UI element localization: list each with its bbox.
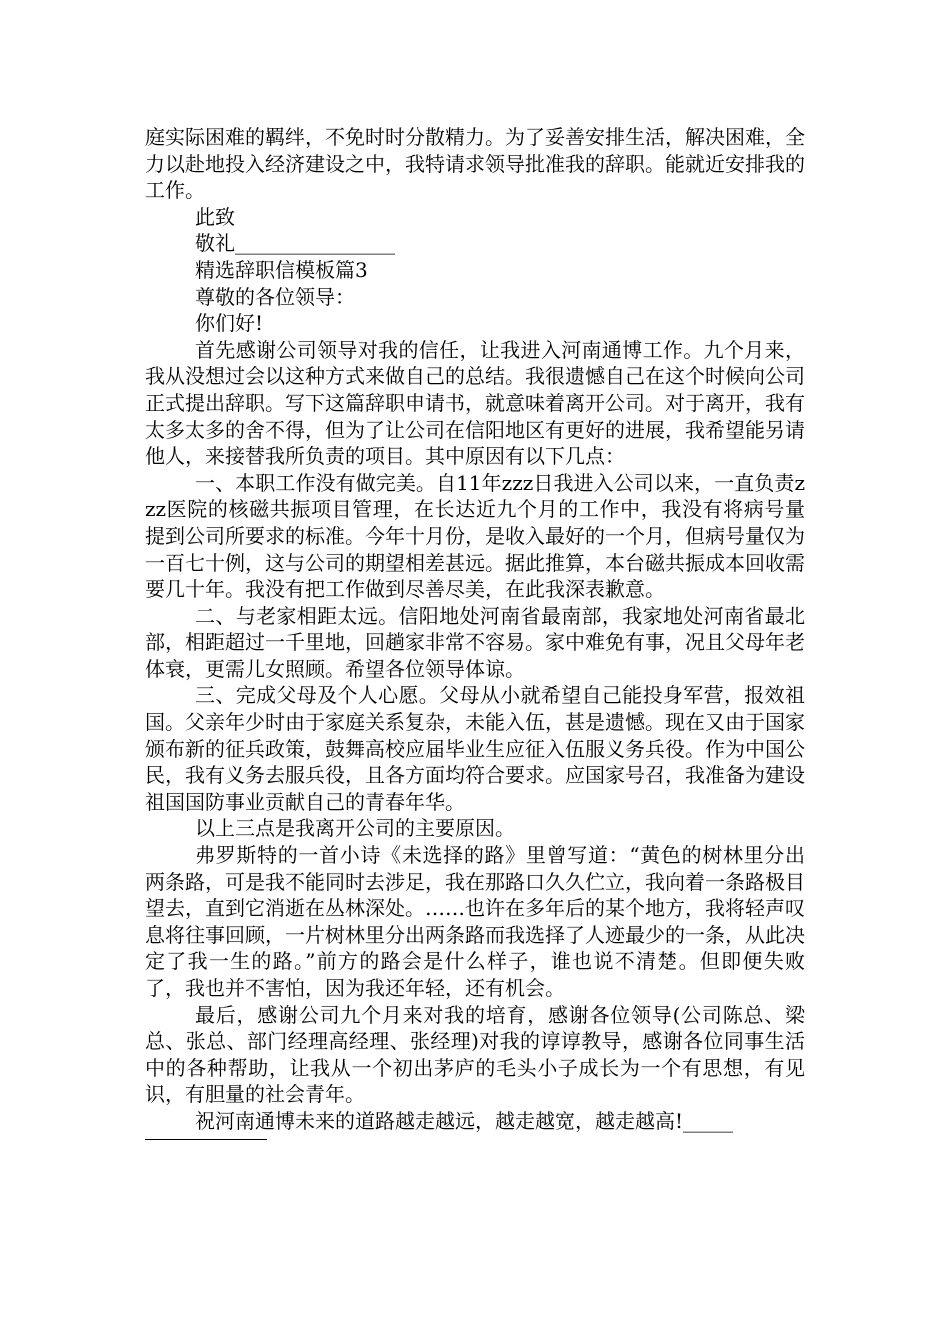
document-page xyxy=(145,124,805,1140)
closing-salutation: 此致 xyxy=(195,204,235,229)
paragraph-reason-1: 一、本职工作没有做完美。自11年zzz日我进入公司以来，一直负责zzz医院的核磁共振项目管理，在长达近九个月的工作中，我没有将病号量提到公司所要求的标准。今年十月份，是收入最好的一个月，但病号量仅为一百七十例，这与公司的期望相差甚远。据此推算，本台磁共振成本回收需要几十年。我没有把工作做到尽善尽美，在此我深表歉意。 xyxy=(145,470,805,602)
paragraph-summary: 以上三点是我离开公司的主要原因。 xyxy=(195,816,515,841)
closing-regards: 敬礼________________ xyxy=(195,231,395,256)
paragraph-thanks: 最后，感谢公司九个月来对我的培育，感谢各位领导(公司陈总、梁总、张总、部门经理高经理、张经理)对我的谆谆教导，感谢各位同事生活中的各种帮助，让我从一个初出茅庐的毛头小子成长为一个有思想，有见识，有胆量的社会青年。 xyxy=(145,1002,805,1107)
paragraph-intro: 首先感谢公司领导对我的信任，让我进入河南通博工作。九个月来，我从没想过会以这种方式来做自己的总结。我很遗憾自己在这个时候向公司正式提出辞职。写下这篇辞职申请书，就意味着离开公司。对于离开，我有太多太多的舍不得，但为了让公司在信阳地区有更好的进展，我希望能另请他人，来接替我所负责的项目。其中原因有以下几点： xyxy=(145,337,805,469)
paragraph-reason-3: 三、完成父母及个人心愿。父母从小就希望自己能投身军营，报效祖国。父亲年少时由于家庭关系复杂，未能入伍，甚是遗憾。现在又由于国家颁布新的征兵政策，鼓舞高校应届毕业生应征入伍服义务兵役。作为中国公民，我有义务去服兵役，且各方面均符合要求。应国家号召，我准备为建设祖国国防事业贡献自己的青春年华。 xyxy=(145,683,805,814)
paragraph-reason-2: 二、与老家相距太远。信阳地处河南省最南部，我家地处河南省最北部，相距超过一千里地，回趟家非常不容易。家中难免有事，况且父母年老体衰，更需儿女照顾。希望各位领导体谅。 xyxy=(145,603,805,681)
letter-greeting: 尊敬的各位领导： xyxy=(195,284,355,309)
paragraph-wishes: 祝河南通博未来的道路越走越远，越走越宽，越走越高!_____ xyxy=(195,1108,734,1133)
paragraph-continuation: 庭实际困难的羁绊，不免时时分散精力。为了妥善安排生活，解决困难，全力以赴地投入经济建设之中，我特请求领导批准我的辞职。能就近安排我的工作。 xyxy=(145,125,805,203)
section-heading: 精选辞职信模板篇3 xyxy=(195,257,368,282)
paragraph-poem: 弗罗斯特的一首小诗《未选择的路》里曾写道：“黄色的树林里分出两条路，可是我不能同时去涉足，我在那路口久久伫立，我向着一条路极目望去，直到它消逝在丛林深处。……也许在多年后的某个地方，我将轻声叹息将往事回顾，一片树林里分出两条路而我选择了人迹最少的一条，从此决定了我一生的路。”前方的路会是什么样子，谁也说不清楚。但即便失败了，我也并不害怕，因为我还年轻，还有机会。 xyxy=(145,843,805,1000)
letter-hello: 你们好! xyxy=(195,311,264,336)
signature-line xyxy=(145,1139,267,1140)
